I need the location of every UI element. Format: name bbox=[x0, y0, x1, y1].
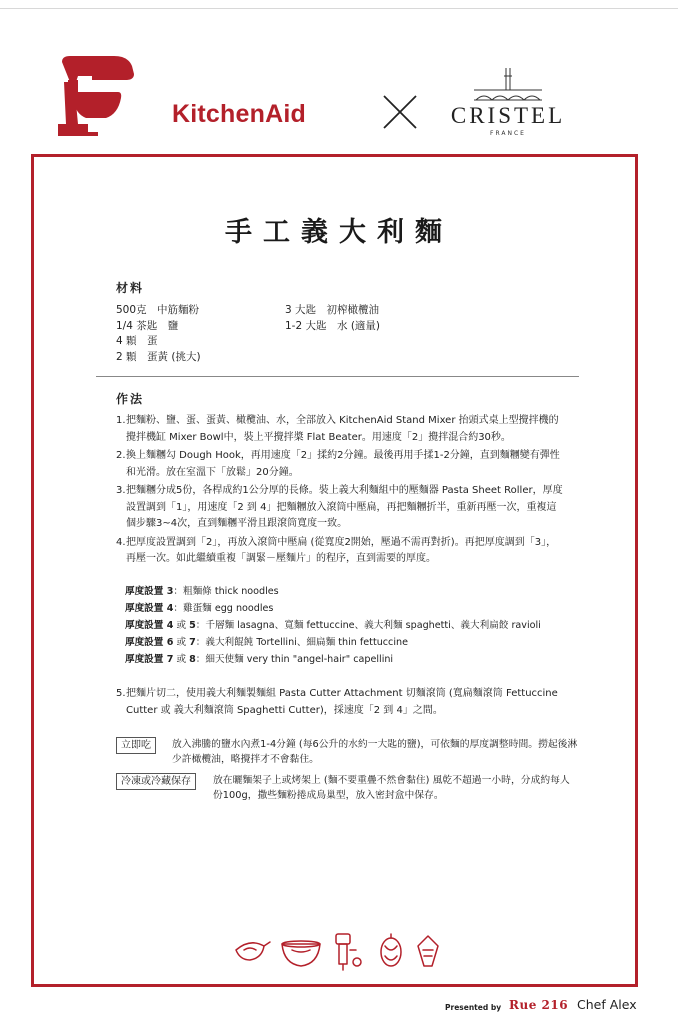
top-divider bbox=[0, 8, 678, 9]
ingredient-item: 4 顆 蛋 bbox=[116, 335, 158, 347]
ingredient-item: 3 大匙 初榨橄欖油 bbox=[285, 304, 380, 316]
pasta-roller-icon bbox=[336, 934, 361, 970]
storage-text: 放在曬麵架子上或烤架上 (麵不要重疊不然會黏住) 風乾不超過一小時，分成約每人份100g，撒些麵粉捲成鳥巢型，放入密封盒中保存。 bbox=[213, 775, 570, 801]
setting-label: 厚度設置 6 bbox=[125, 637, 174, 648]
setting-item bbox=[125, 651, 565, 668]
kitchenaid-brand: KitchenAid bbox=[172, 100, 306, 128]
stand-mixer-logo-icon bbox=[48, 52, 140, 144]
step-item bbox=[116, 535, 566, 568]
method-steps bbox=[116, 413, 566, 570]
presented-by-label: Presented by bbox=[445, 1003, 502, 1012]
setting-text: ：細天使麵 very thin "angel-hair" capellini bbox=[195, 654, 394, 665]
step-text: 把麵粉、鹽、蛋、蛋黃、橄欖油、水，全部放入 KitchenAid Stand Mixer 抬頭式桌上型攪拌機的攪拌機缸 Mixer Bowl中，裝上平攪拌槳 Flat Beater。用速度「2」攪拌混合約30秒。 bbox=[126, 415, 559, 443]
setting-label: 5 bbox=[189, 620, 196, 631]
setting-text: ：雞蛋麵 egg noodles bbox=[173, 603, 274, 614]
setting-text: ：千層麵 lasagna、寬麵 fettuccine、義大利麵 spaghetti、義大利扁餃 ravioli bbox=[195, 620, 541, 631]
section-divider bbox=[96, 376, 579, 377]
setting-item bbox=[125, 600, 565, 617]
cristel-brand: CRISTEL bbox=[450, 103, 566, 128]
cristel-sub: FRANCE bbox=[490, 130, 526, 137]
setting-text: ：義大利餛飩 Tortellini、細扁麵 thin fettuccine bbox=[195, 637, 408, 648]
step-number: 2. bbox=[116, 450, 126, 461]
ingredients-list-right bbox=[285, 303, 380, 334]
mixer-bowl-icon bbox=[282, 941, 320, 966]
step-text: 換上麵糰勾 Dough Hook，再用速度「2」揉約2分鐘。最後再用手揉1-2分鐘，直到麵糰變有彈性和光滑。放在室溫下「放鬆」20分鐘。 bbox=[126, 450, 560, 478]
eat-now-tag: 立即吃 bbox=[116, 737, 156, 754]
step-text: 把麵片切二，使用義大利麵製麵組 Pasta Cutter Attachment 切麵滾筒 (寬扁麵滾筒 Fettuccine Cutter 或 義大利麵滾筒 Spaghetti Cutter)，採速度「2 到 4」之間。 bbox=[126, 688, 558, 716]
ingredient-item: 1/4 茶匙 鹽 bbox=[116, 319, 179, 332]
thickness-settings bbox=[125, 583, 565, 668]
step-number: 5. bbox=[116, 688, 126, 699]
step-item bbox=[116, 448, 566, 481]
step-number: 3. bbox=[116, 485, 126, 496]
method-heading: 作法 bbox=[116, 392, 145, 406]
setting-label: 厚度設置 4 bbox=[125, 603, 174, 614]
ingredient-item: 2 顆 蛋黃 (挑大) bbox=[116, 350, 201, 363]
flat-beater-icon bbox=[236, 942, 270, 960]
step-item bbox=[116, 413, 566, 446]
setting-label: 8 bbox=[189, 654, 196, 665]
setting-label: 7 bbox=[189, 637, 196, 648]
step-item bbox=[116, 685, 571, 719]
step-item bbox=[116, 483, 566, 533]
setting-text: ：粗麵條 thick noodles bbox=[173, 586, 279, 597]
pasta-cutter-icon bbox=[418, 936, 438, 966]
chef-name: Chef Alex bbox=[577, 997, 637, 1012]
setting-label: 厚度設置 7 bbox=[125, 654, 174, 665]
cross-icon bbox=[382, 94, 418, 130]
step-number: 1. bbox=[116, 415, 126, 426]
ingredients-heading: 材料 bbox=[116, 281, 145, 295]
eat-now-text: 放入沸騰的鹽水內煮1-4分鐘 (每6公升的水約一大匙的鹽)，可依麵的厚度調整時間。撈起後淋少許橄欖油，略攪拌才不會黏住。 bbox=[172, 739, 578, 765]
setting-label: 厚度設置 4 bbox=[125, 620, 174, 631]
setting-or: 或 bbox=[173, 637, 190, 648]
step-text: 把麵糰分成5份，各桿成約1公分厚的長條。裝上義大利麵組中的壓麵器 Pasta Sheet Roller，厚度設置調到「1」，用速度「2 到 4」把麵糰放入滾筒中壓扁，再把麵糰折半，重新再壓一次，重複這個步驟3~4次，直到麵糰平滑且跟滾筒寬度一致。 bbox=[126, 485, 563, 529]
setting-or: 或 bbox=[173, 654, 190, 665]
ingredients-list-left bbox=[116, 303, 201, 365]
ingredient-item: 1-2 大匙 水 (適量) bbox=[285, 319, 381, 332]
setting-or: 或 bbox=[173, 620, 190, 631]
dough-hook-icon bbox=[381, 934, 401, 966]
setting-label: 厚度設置 3 bbox=[125, 586, 174, 597]
page-title: 手工義大利麵 bbox=[225, 217, 453, 248]
setting-item bbox=[125, 617, 565, 634]
storage-tag: 冷凍或冷藏保存 bbox=[116, 773, 196, 790]
ingredient-item: 500克 中筋麵粉 bbox=[116, 304, 200, 316]
setting-item bbox=[125, 634, 565, 651]
setting-item bbox=[125, 583, 565, 600]
rue216-logo: Rue 216 bbox=[509, 998, 569, 1012]
attachments-icon-row bbox=[232, 928, 446, 972]
step-text: 把厚度設置調到「2」，再放入滾筒中壓扁 (從寬度2開始，壓過不需再對折)。再把厚度調到「3」，再壓一次。如此繼續重複「調緊－壓麵片」的程序，直到需要的厚度。 bbox=[126, 536, 557, 564]
step-number: 4. bbox=[116, 536, 126, 548]
